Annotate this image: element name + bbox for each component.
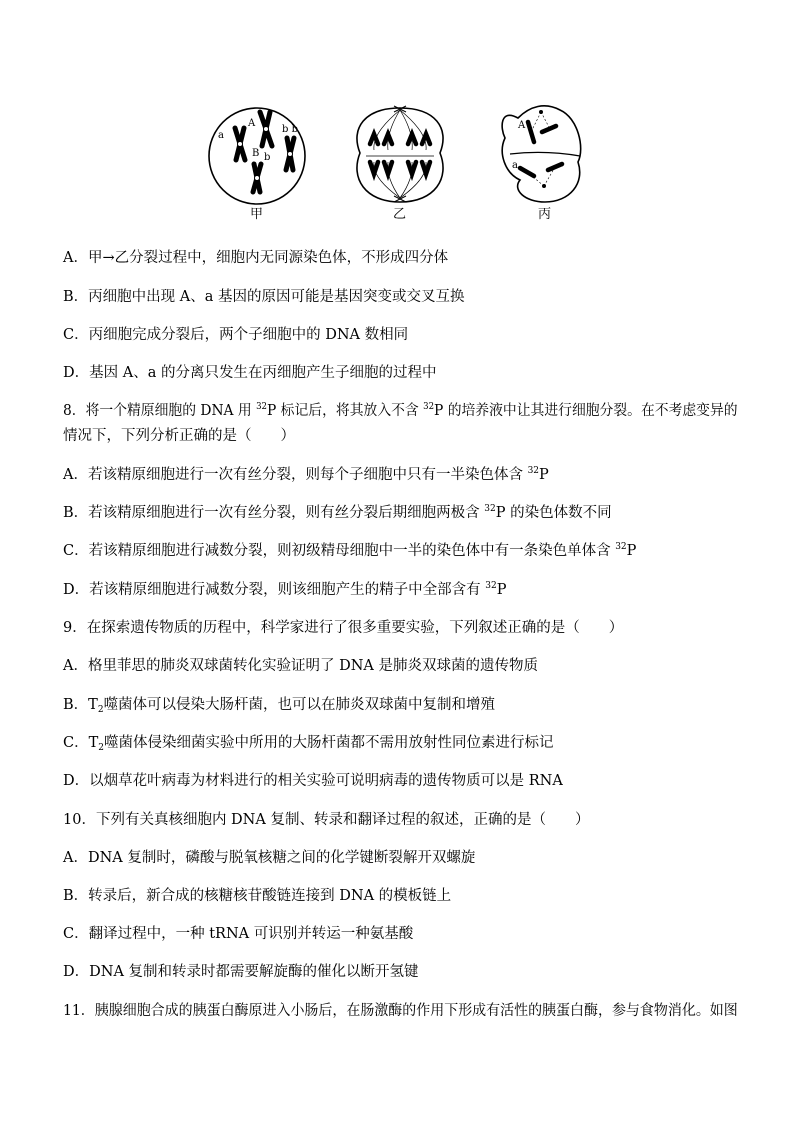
q8-option-c: C．若该精原细胞进行减数分裂，则初级精母细胞中一半的染色体中有一条染色单体含 $^{32}$P xyxy=(63,542,637,559)
q10-option-c: C．翻译过程中，一种 tRNA 可识别并转运一种氨基酸 xyxy=(63,926,414,942)
q9-option-c: C．$T_2$噬菌体侵染细菌实验中所用的大肠杆菌都不需用放射性同位素进行标记 xyxy=(63,735,554,753)
cell-yi-diagram xyxy=(357,106,443,202)
gene-label-b: b xyxy=(264,152,271,163)
q9-option-b: B．$T_2$噬菌体可以侵染大肠杆菌，也可以在肺炎双球菌中复制和增殖 xyxy=(63,697,496,715)
gene-label-a: a xyxy=(218,130,224,141)
q7-option-a: A．甲→乙分裂过程中，细胞内无同源染色体，不形成四分体 xyxy=(63,250,449,266)
cell-bing-diagram xyxy=(502,106,581,202)
q9-option-d: D．以烟草花叶病毒为材料进行的相关实验可说明病毒的遗传物质可以是 RNA xyxy=(63,773,563,789)
q9-option-a: A．格里菲思的肺炎双球菌转化实验证明了 DNA 是肺炎双球菌的遗传物质 xyxy=(63,658,538,674)
gene-label-bb: b b xyxy=(282,124,298,135)
q8-stem-line1: 8．将一个精原细胞的 DNA 用 $^{32}$P 标记后，将其放入不含 $^{32}$P 的培养液中让其进行细胞分裂。在不考虑变异的 xyxy=(63,402,738,419)
q7-option-d: D．基因 A、a 的分离只发生在丙细胞产生子细胞的过程中 xyxy=(63,365,437,381)
q7-option-c: C．丙细胞完成分裂后，两个子细胞中的 DNA 数相同 xyxy=(63,327,409,343)
q8-option-b: B．若该精原细胞进行一次有丝分裂，则有丝分裂后期细胞两极含 $^{32}$P 的染色体数不同 xyxy=(63,504,612,521)
q10-option-d: D．DNA 复制和转录时都需要解旋酶的催化以断开氢键 xyxy=(63,964,419,980)
q10-option-b: B．转录后，新合成的核糖核苷酸链连接到 DNA 的模板链上 xyxy=(63,888,452,904)
q10-stem: 10．下列有关真核细胞内 DNA 复制、转录和翻译过程的叙述，正确的是（ ） xyxy=(63,812,590,828)
cell-division-figure xyxy=(200,98,600,228)
gene-label-a-bing: a xyxy=(512,160,518,171)
cell-jia-diagram xyxy=(209,108,305,204)
label-yi: 乙 xyxy=(393,207,407,222)
gene-label-A-bing: A xyxy=(518,120,526,131)
label-jia: 甲 xyxy=(250,207,264,222)
q11-stem: 11．胰腺细胞合成的胰蛋白酶原进入小肠后，在肠激酶的作用下形成有活性的胰蛋白酶，参与食物消化。如图 xyxy=(63,1003,738,1019)
q8-option-a: A．若该精原细胞进行一次有丝分裂，则每个子细胞中只有一半染色体含 $^{32}$P xyxy=(63,466,549,483)
q9-stem: 9．在探索遗传物质的历程中，科学家进行了很多重要实验，下列叙述正确的是（ ） xyxy=(63,620,624,636)
q8-stem-line2: 情况下，下列分析正确的是（ ） xyxy=(63,428,295,444)
gene-label-A: A xyxy=(248,118,256,129)
q8-option-d: D．若该精原细胞进行减数分裂，则该细胞产生的精子中全部含有 $^{32}$P xyxy=(63,581,507,598)
q7-option-b: B．丙细胞中出现 A、a 基因的原因可能是基因突变或交叉互换 xyxy=(63,289,465,305)
q10-option-a: A．DNA 复制时，磷酸与脱氧核糖之间的化学键断裂解开双螺旋 xyxy=(63,850,476,866)
gene-label-B: B xyxy=(252,148,260,159)
label-bing: 丙 xyxy=(538,207,552,222)
